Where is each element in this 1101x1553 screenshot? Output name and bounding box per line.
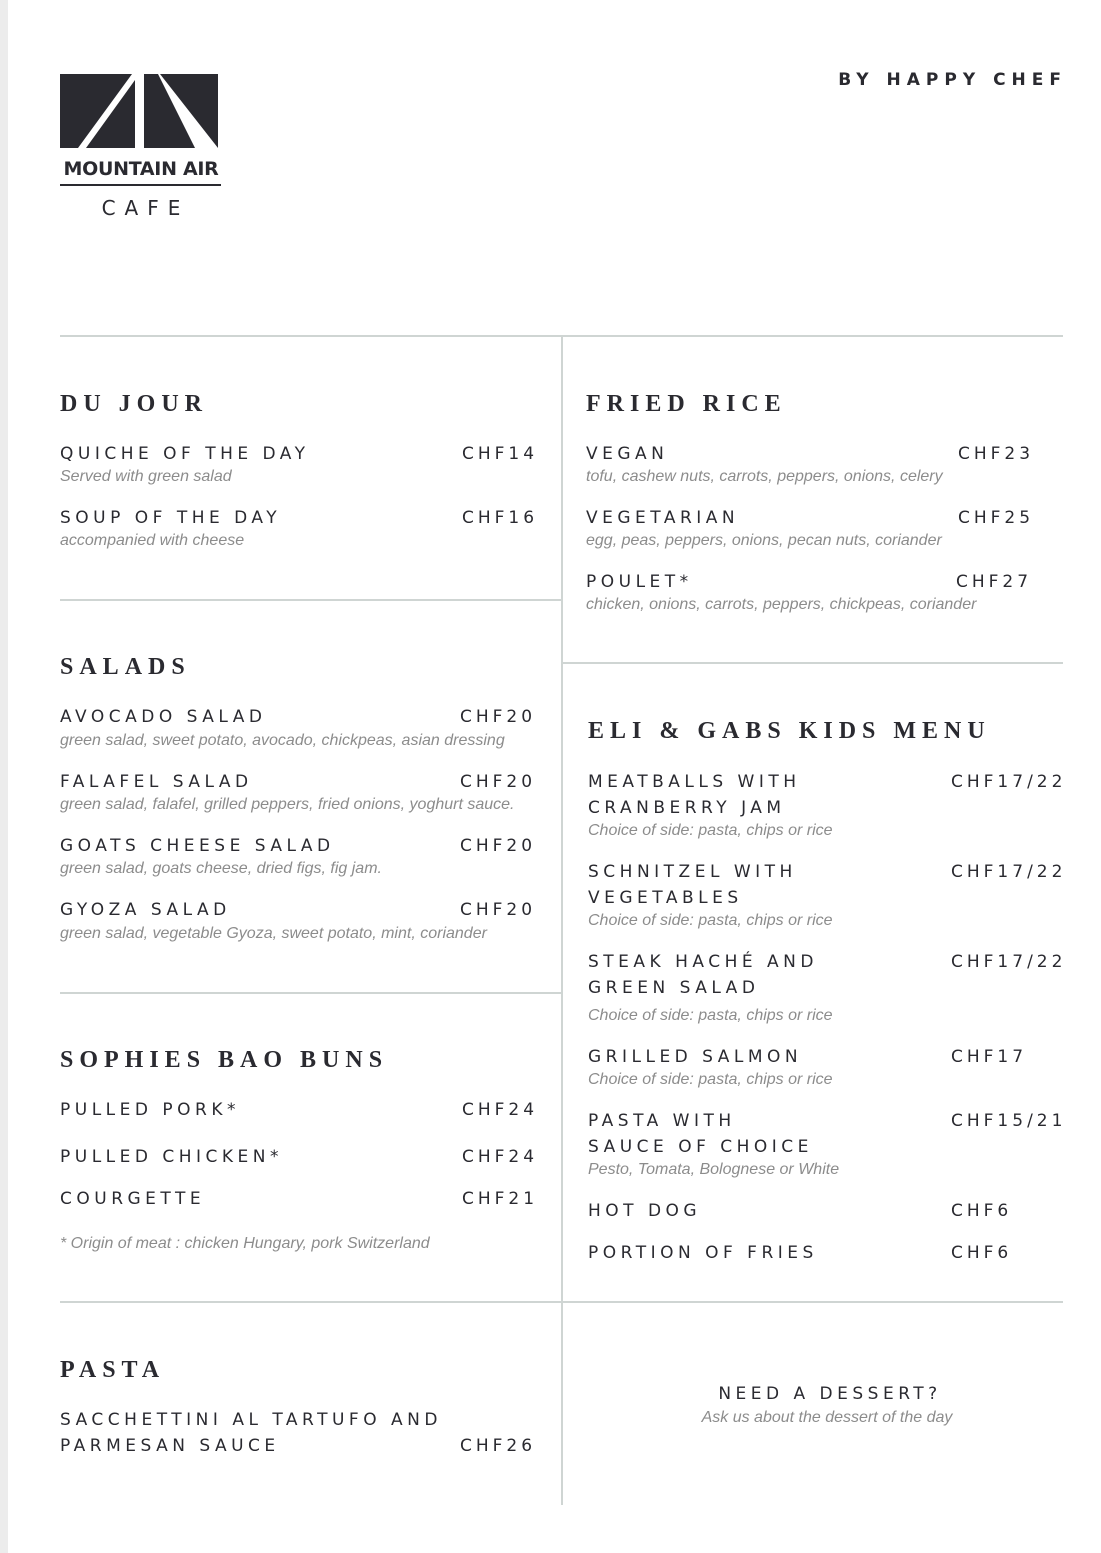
menu-item-price: CHF20 <box>460 836 537 856</box>
menu-item-name: VEGETABLES <box>588 888 743 908</box>
menu-item-name: HOT DOG <box>588 1201 702 1221</box>
menu-item-price: CHF17/22 <box>951 952 1067 972</box>
menu-item-name: PULLED PORK* <box>60 1100 240 1120</box>
menu-item-desc: Choice of side: pasta, chips or rice <box>588 822 833 839</box>
menu-item-name: GREEN SALAD <box>588 978 760 998</box>
menu-item-price: CHF6 <box>951 1243 1013 1263</box>
section-title: SOPHIES BAO BUNS <box>60 1047 389 1073</box>
menu-item-price: CHF21 <box>462 1189 539 1209</box>
menu-item-name: PORTION OF FRIES <box>588 1243 818 1263</box>
menu-item-desc: green salad, sweet potato, avocado, chickpeas, asian dressing <box>60 732 505 749</box>
dessert-title: NEED A DESSERT? <box>718 1384 942 1404</box>
menu-item-price: CHF23 <box>958 444 1035 464</box>
menu-item-price: CHF20 <box>460 707 537 727</box>
divider-left-1 <box>60 599 562 601</box>
menu-item-price: CHF14 <box>462 444 539 464</box>
menu-item-name: GRILLED SALMON <box>588 1047 803 1067</box>
menu-item-name: GYOZA SALAD <box>60 900 231 920</box>
section-title: PASTA <box>60 1357 166 1383</box>
menu-item-desc: Pesto, Tomata, Bolognese or White <box>588 1161 840 1178</box>
page-edge <box>0 0 8 1553</box>
logo-name: MOUNTAIN AIR <box>63 158 219 180</box>
menu-item-desc: Served with green salad <box>60 468 232 485</box>
menu-item-desc: Choice of side: pasta, chips or rice <box>588 1071 833 1088</box>
menu-item-price: CHF20 <box>460 900 537 920</box>
divider-center <box>561 337 563 1505</box>
menu-item-name: SAUCE OF CHOICE <box>588 1137 813 1157</box>
section-title: DU JOUR <box>60 391 208 417</box>
menu-item-price: CHF24 <box>462 1100 539 1120</box>
menu-item-name: MEATBALLS WITH <box>588 772 801 792</box>
menu-item-name: COURGETTE <box>60 1189 206 1209</box>
menu-item-price: CHF27 <box>956 572 1033 592</box>
menu-item-price: CHF25 <box>958 508 1035 528</box>
menu-item-price: CHF17/22 <box>951 862 1067 882</box>
menu-item-price: CHF6 <box>951 1201 1013 1221</box>
logo-cafe: CAFE <box>101 196 190 220</box>
menu-item-price: CHF26 <box>460 1436 537 1456</box>
menu-item-price: CHF20 <box>460 772 537 792</box>
menu-item-name: STEAK HACHÉ AND <box>588 952 818 972</box>
menu-item-price: CHF17 <box>951 1047 1028 1067</box>
menu-item-name: PULLED CHICKEN* <box>60 1147 284 1167</box>
menu-item-name: POULET* <box>586 572 693 592</box>
menu-item-name: PASTA WITH <box>588 1111 736 1131</box>
menu-item-name: CRANBERRY JAM <box>588 798 786 818</box>
divider-left-2 <box>60 992 562 994</box>
menu-item-desc: chicken, onions, carrots, peppers, chickpeas, coriander <box>586 596 977 613</box>
menu-item-name: QUICHE OF THE DAY <box>60 444 310 464</box>
menu-item-name: SACCHETTINI AL TARTUFO AND <box>60 1410 442 1430</box>
menu-item-name: VEGAN <box>586 444 669 464</box>
menu-item-price: CHF24 <box>462 1147 539 1167</box>
menu-item-desc: Choice of side: pasta, chips or rice <box>588 912 833 929</box>
menu-item-name: FALAFEL SALAD <box>60 772 253 792</box>
dessert-desc: Ask us about the dessert of the day <box>701 1409 953 1426</box>
menu-item-name: PARMESAN SAUCE <box>60 1436 280 1456</box>
divider-bottom <box>60 1301 1063 1303</box>
menu-item-desc: green salad, vegetable Gyoza, sweet potato, mint, coriander <box>60 925 487 942</box>
menu-item-price: CHF15/21 <box>951 1111 1067 1131</box>
section-title: SALADS <box>60 654 191 680</box>
menu-item-desc: green salad, goats cheese, dried figs, fig jam. <box>60 860 382 877</box>
menu-item-desc: green salad, falafel, grilled peppers, fried onions, yoghurt sauce. <box>60 796 515 813</box>
tagline: BY HAPPY CHEF <box>838 70 1067 90</box>
meat-origin-note: * Origin of meat : chicken Hungary, pork Switzerland <box>60 1235 430 1252</box>
menu-item-name: SCHNITZEL WITH <box>588 862 797 882</box>
menu-item-price: CHF17/22 <box>951 772 1067 792</box>
menu-item-name: SOUP OF THE DAY <box>60 508 282 528</box>
menu-item-desc: tofu, cashew nuts, carrots, peppers, onions, celery <box>586 468 943 485</box>
menu-item-name: AVOCADO SALAD <box>60 707 267 727</box>
section-title: FRIED RICE <box>586 391 787 417</box>
menu-item-price: CHF16 <box>462 508 539 528</box>
section-title: ELI & GABS KIDS MENU <box>588 718 991 744</box>
logo <box>60 72 222 222</box>
menu-item-desc: Choice of side: pasta, chips or rice <box>588 1007 833 1024</box>
mountain-logo-icon <box>60 72 222 150</box>
menu-item-desc: egg, peas, peppers, onions, pecan nuts, coriander <box>586 532 942 549</box>
divider-right-1 <box>562 662 1063 664</box>
logo-rule <box>60 184 221 186</box>
menu-item-name: GOATS CHEESE SALAD <box>60 836 335 856</box>
menu-item-desc: accompanied with cheese <box>60 532 245 549</box>
menu-item-name: VEGETARIAN <box>586 508 740 528</box>
